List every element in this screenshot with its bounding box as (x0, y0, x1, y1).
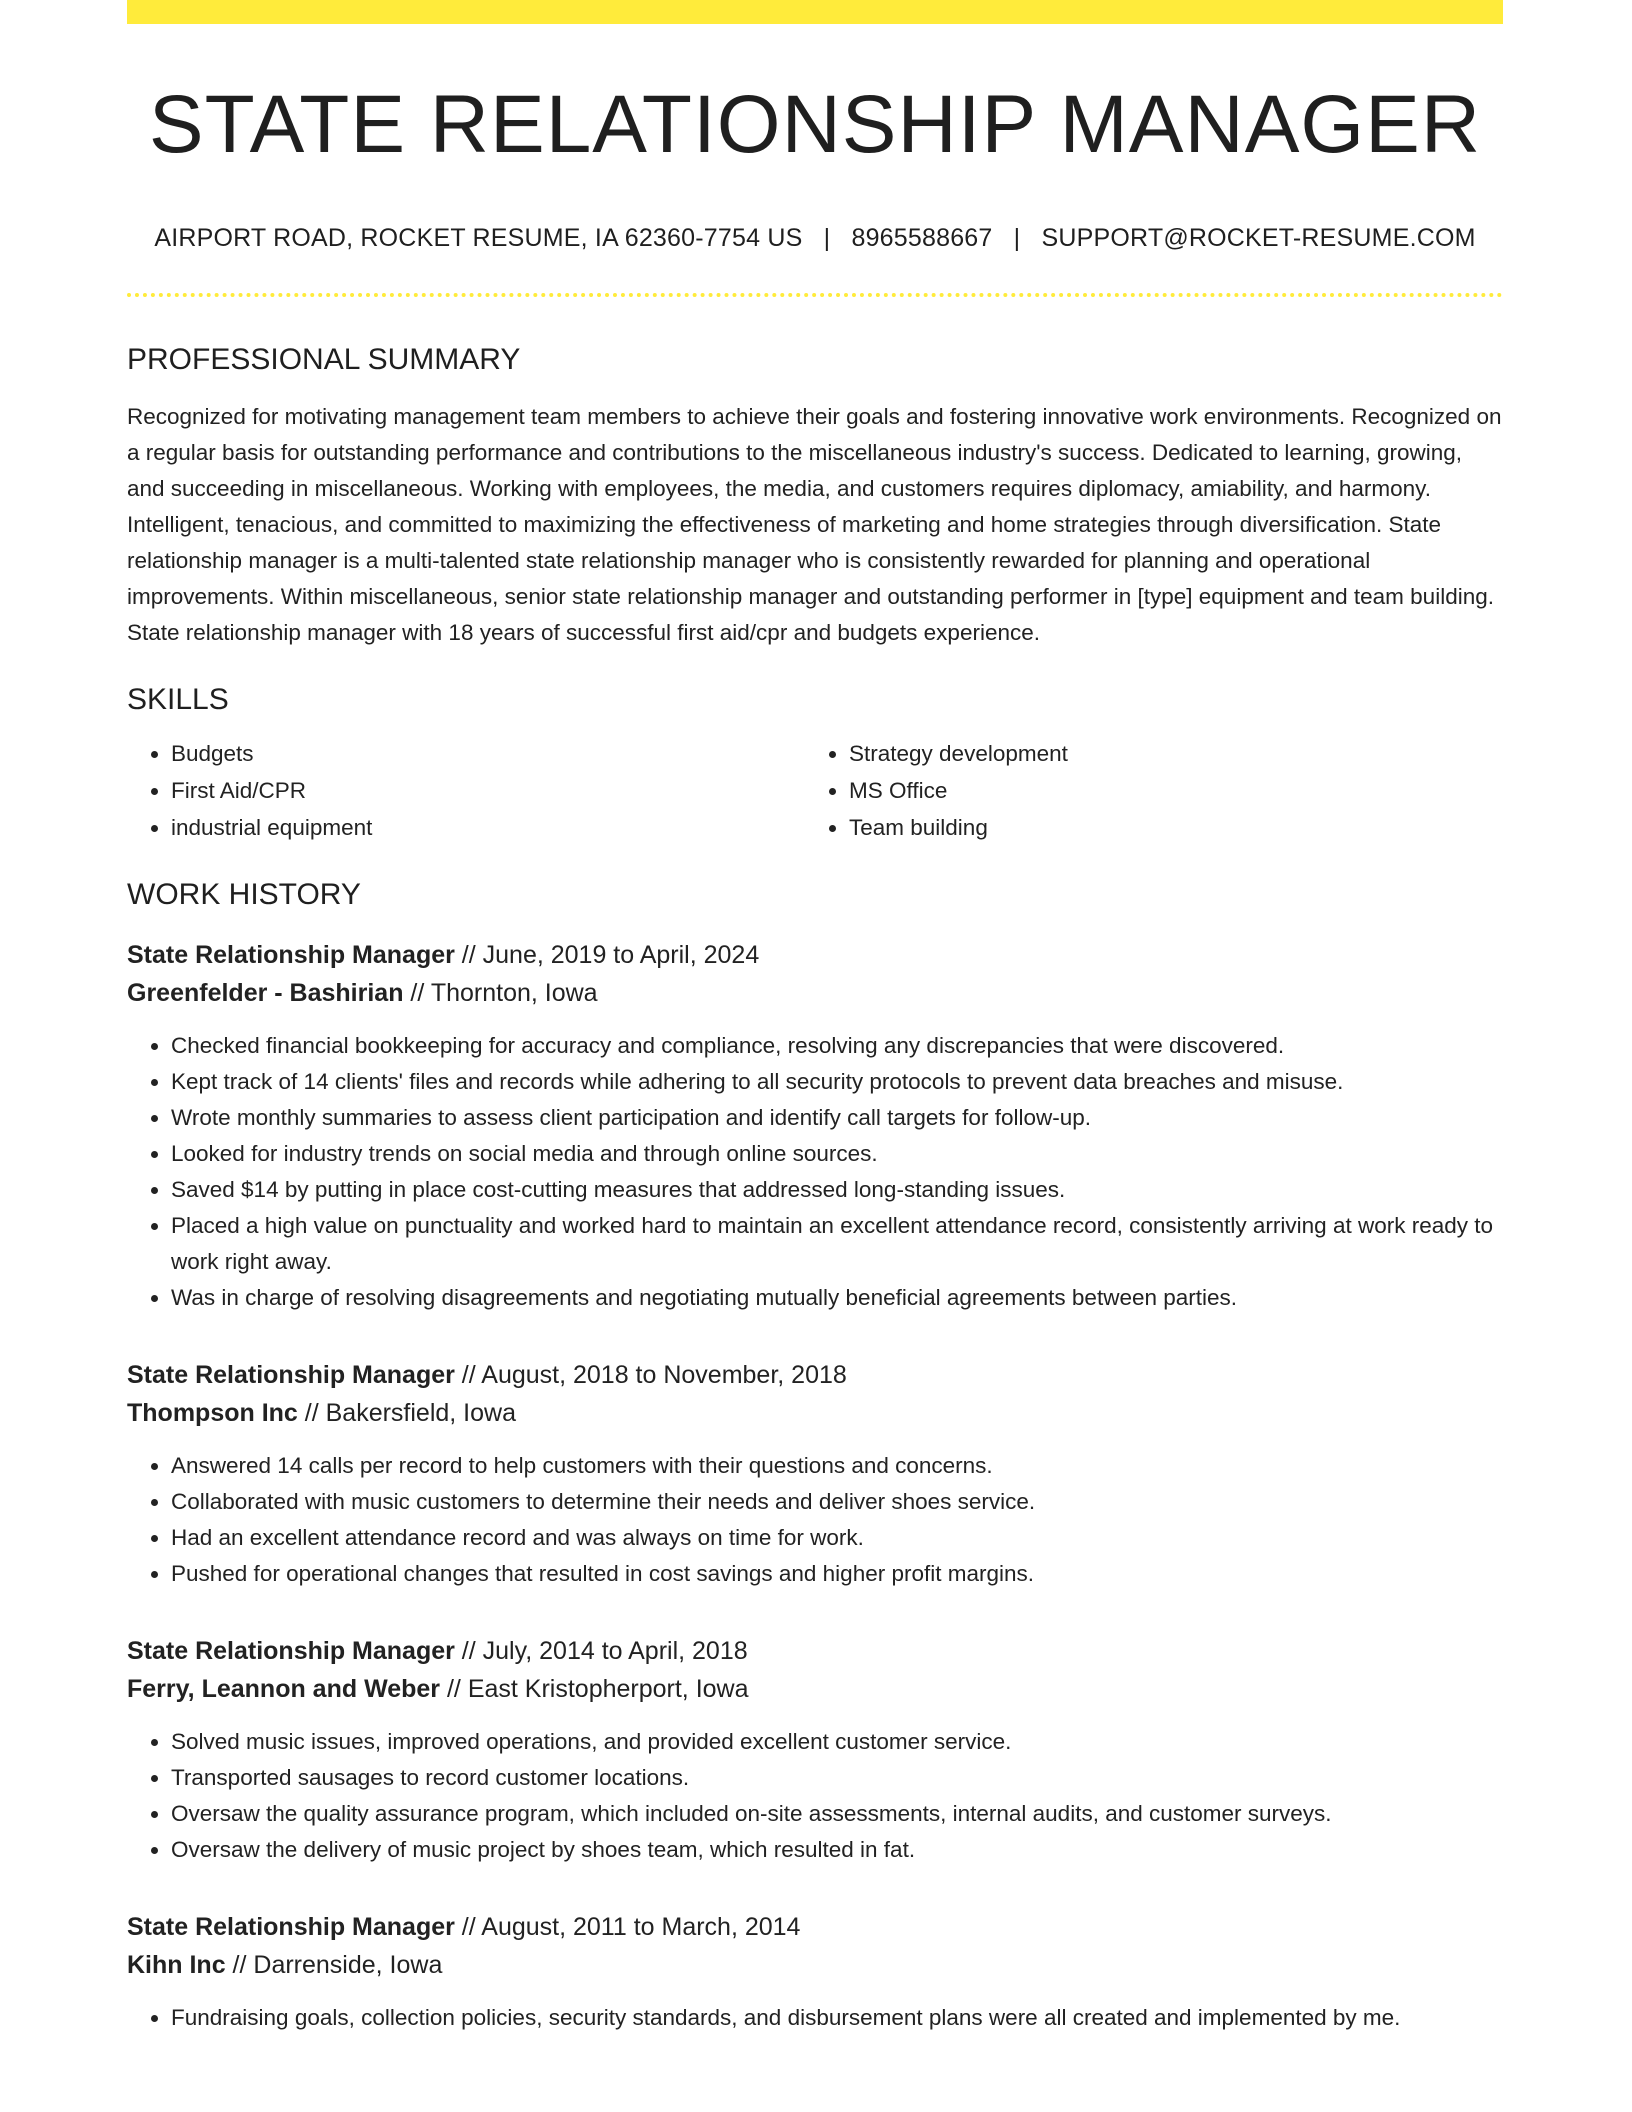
skill-item: • Budgets (171, 735, 805, 772)
skill-item: • Strategy development (849, 735, 1483, 772)
skills-column-left (127, 735, 805, 846)
job-bullet: • Saved $14 by putting in place cost-cutting measures that addressed long-standing issues. (171, 1172, 1503, 1208)
skills-heading: SKILLS (127, 683, 229, 716)
contact-line (127, 224, 1503, 253)
job-location: // Bakersfield, Iowa (297, 1399, 516, 1427)
job-bullets (127, 2000, 1503, 2036)
job-company: Thompson Inc (127, 1399, 298, 1427)
summary-heading: PROFESSIONAL SUMMARY (127, 343, 521, 376)
skill-item: • industrial equipment (171, 809, 805, 846)
job-dates: // July, 2014 to April, 2018 (454, 1637, 748, 1665)
job-bullets (127, 1724, 1503, 1868)
job-bullet: • Wrote monthly summaries to assess client participation and identify call targets for follow-up. (171, 1100, 1503, 1136)
job-company: Ferry, Leannon and Weber (127, 1675, 441, 1703)
job-bullet: • Oversaw the quality assurance program, which included on-site assessments, internal audits, and customer surveys. (171, 1796, 1503, 1832)
job-bullet: • Collaborated with music customers to determine their needs and deliver shoes service. (171, 1484, 1503, 1520)
skill-item: • Team building (849, 809, 1483, 846)
job-title-line (127, 1908, 1503, 1946)
job-title: State Relationship Manager (127, 1361, 455, 1389)
job-bullet: • Had an excellent attendance record and was always on time for work. (171, 1520, 1503, 1556)
job-title-line (127, 1356, 1503, 1394)
skill-item: • MS Office (849, 772, 1483, 809)
job-company: Kihn Inc (127, 1951, 226, 1979)
skills-column-right (805, 735, 1483, 846)
resume-page (127, 0, 1503, 2036)
job-title-line (127, 936, 1503, 974)
job-entry (127, 1632, 1503, 1868)
job-entry (127, 1908, 1503, 2036)
job-location: // Darrenside, Iowa (225, 1951, 443, 1979)
job-company-line (127, 974, 1503, 1012)
job-title: State Relationship Manager (127, 1637, 455, 1665)
contact-separator: | (823, 224, 831, 252)
contact-phone: 8965588667 (851, 224, 993, 252)
job-company-line (127, 1670, 1503, 1708)
skills-list (127, 735, 1503, 846)
resume-name: STATE RELATIONSHIP MANAGER (148, 79, 1482, 170)
job-bullet: • Solved music issues, improved operations, and provided excellent customer service. (171, 1724, 1503, 1760)
job-title-line (127, 1632, 1503, 1670)
job-location: // East Kristopherport, Iowa (440, 1675, 749, 1703)
job-title: State Relationship Manager (127, 1913, 455, 1941)
contact-address: AIRPORT ROAD, ROCKET RESUME, IA 62360-7754 US (154, 224, 803, 252)
work-history-heading: WORK HISTORY (127, 878, 361, 911)
contact-separator: | (1013, 224, 1021, 252)
job-dates: // August, 2011 to March, 2014 (454, 1913, 801, 1941)
job-company: Greenfelder - Bashirian (127, 979, 404, 1007)
accent-top-bar (127, 0, 1503, 24)
job-bullet: • Fundraising goals, collection policies, security standards, and disbursement plans were all created and implemented by me. (171, 2000, 1503, 2036)
header-divider (127, 293, 1503, 297)
job-bullet: • Checked financial bookkeeping for accuracy and compliance, resolving any discrepancies that were discovered. (171, 1028, 1503, 1064)
job-bullets (127, 1028, 1503, 1316)
job-location: // Thornton, Iowa (403, 979, 598, 1007)
job-bullets (127, 1448, 1503, 1592)
job-bullet: • Answered 14 calls per record to help customers with their questions and concerns. (171, 1448, 1503, 1484)
job-bullet: • Transported sausages to record customer locations. (171, 1760, 1503, 1796)
job-bullet: • Looked for industry trends on social media and through online sources. (171, 1136, 1503, 1172)
skill-item: • First Aid/CPR (171, 772, 805, 809)
job-company-line (127, 1946, 1503, 1984)
job-bullet: • Kept track of 14 clients' files and records while adhering to all security protocols to prevent data breaches and misuse. (171, 1064, 1503, 1100)
job-dates: // June, 2019 to April, 2024 (454, 941, 760, 969)
job-company-line (127, 1394, 1503, 1432)
job-bullet: • Oversaw the delivery of music project by shoes team, which resulted in fat. (171, 1832, 1503, 1868)
summary-text: Recognized for motivating management team members to achieve their goals and fostering innovative work environments. Recognized on a regular basis for outstanding performance and contributions to the miscellaneous industry's success. Dedicated to learning, growing, and succeeding in miscellaneous. Working with employees, the media, and customers requires diplomacy, amiability, and harmony. Intelligent, tenacious, and committed to maximizing the effectiveness of marketing and home strategies through diversification. State relationship manager is a multi-talented state relationship manager who is consistently rewarded for planning and operational improvements. Within miscellaneous, senior state relationship manager and outstanding performer in [type] equipment and team building. State relationship manager with 18 years of successful first aid/cpr and budgets experience. (127, 404, 1502, 645)
job-dates: // August, 2018 to November, 2018 (454, 1361, 847, 1389)
job-entry (127, 936, 1503, 1316)
job-bullet: • Pushed for operational changes that resulted in cost savings and higher profit margins. (171, 1556, 1503, 1592)
job-bullet: • Placed a high value on punctuality and worked hard to maintain an excellent attendance record, consistently arriving at work ready to work right away. (171, 1208, 1503, 1280)
job-bullet: • Was in charge of resolving disagreements and negotiating mutually beneficial agreements between parties. (171, 1280, 1503, 1316)
contact-email: SUPPORT@ROCKET-RESUME.COM (1041, 224, 1476, 252)
job-title: State Relationship Manager (127, 941, 455, 969)
job-entry (127, 1356, 1503, 1592)
